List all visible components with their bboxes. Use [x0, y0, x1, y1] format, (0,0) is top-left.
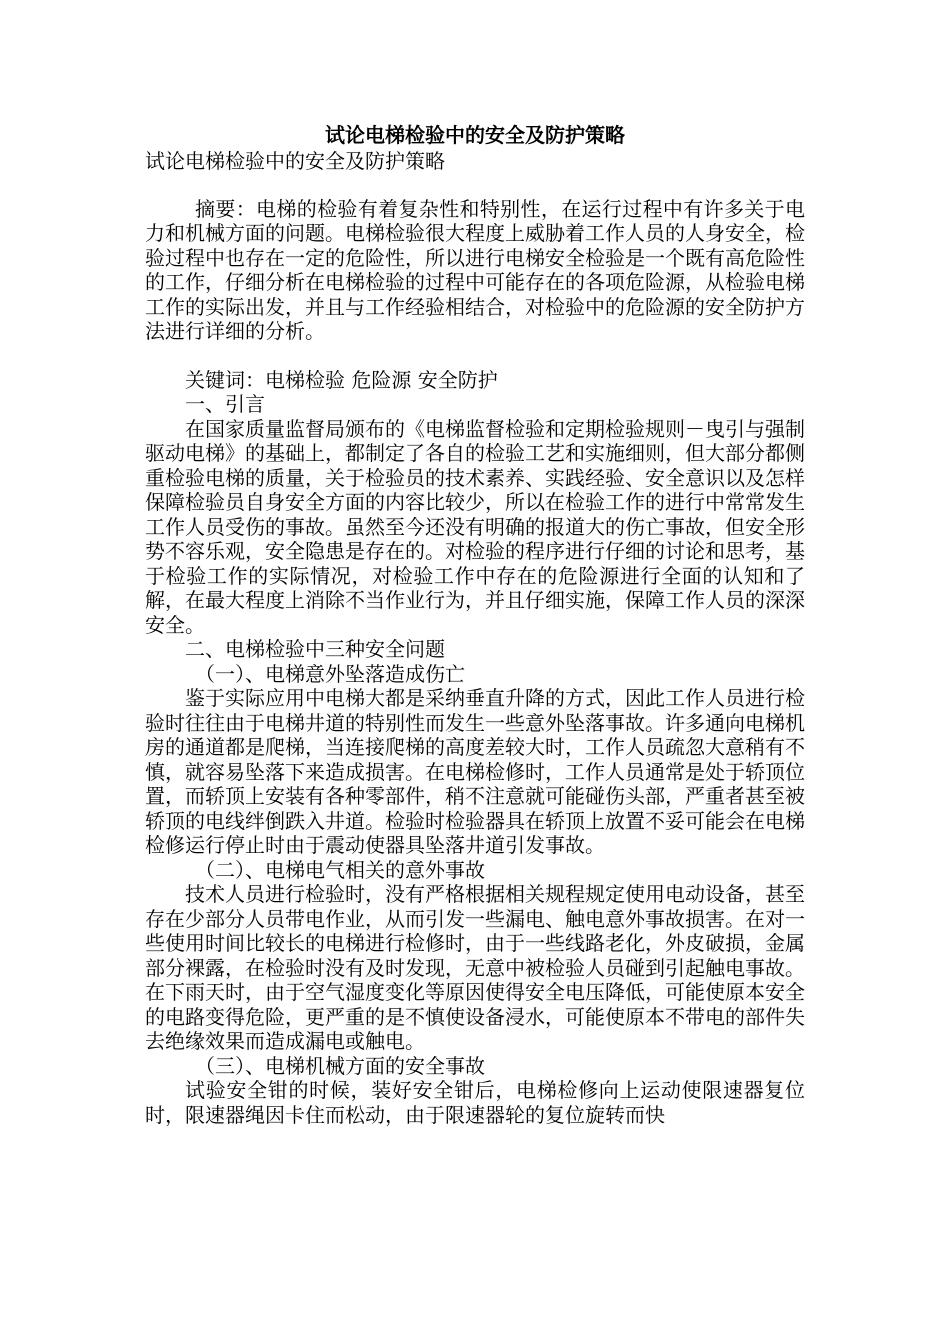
- document-title: 试论电梯检验中的安全及防护策略: [325, 123, 625, 147]
- abstract-paragraph: 摘要：电梯的检验有着复杂性和特别性，在运行过程中有许多关于电力和机械方面的问题。电梯检验很大程度上威胁着工作人员的人身安全，检验过程中也存在一定的危险性，所以进行电梯安全检验是一个既有高危险性的工作，仔细分析在电梯检验的过程中可能存在的各项危险源，从检验电梯工作的实际出发，并且与工作经验相结合，对检验中的危险源的安全防护方法进行详细的分析。: [145, 196, 805, 343]
- subsection-heading-electrical: （二）、电梯电气相关的意外事故: [195, 857, 485, 882]
- falls-paragraph: 鉴于实际应用中电梯大都是采纳垂直升降的方式，因此工作人员进行检验时往往由于电梯井道的特别性而发生一些意外坠落事故。许多通向电梯机房的通道都是爬梯，当连接爬梯的高度差较大时，工作人员疏忽大意稍有不慎，就容易坠落下来造成损害。在电梯检修时，工作人员通常是处于轿顶位置，而轿顶上安装有各种零部件，稍不注意就可能碰伤头部，严重者甚至被轿顶的电线绊倒跌入井道。检验时检验器具在轿顶上放置不妥可能会在电梯检修运行停止时由于震动使器具坠落井道引发事故。: [145, 686, 805, 857]
- section-heading-introduction: 一、引言: [185, 392, 265, 416]
- document-page: [145, 121, 805, 1127]
- document-subtitle: 试论电梯检验中的安全及防护策略: [145, 149, 445, 173]
- mechanical-paragraph: 试验安全钳的时候，装好安全钳后，电梯检修向上运动使限速器复位时，限速器绳因卡住而松动，由于限速器轮的复位旋转而快: [145, 1078, 805, 1127]
- introduction-paragraph: 在国家质量监督局颁布的《电梯监督检验和定期检验规则－曳引与强制驱动电梯》的基础上，都制定了各自的检验工艺和实施细则，但大部分都侧重检验电梯的质量，关于检验员的技术素养、实践经验、安全意识以及怎样保障检验员自身安全方面的内容比较少，所以在检验工作的进行中常常发生工作人员受伤的事故。虽然至今还没有明确的报道大的伤亡事故，但安全形势不容乐观，安全隐患是存在的。对检验的程序进行仔细的讨论和思考，基于检验工作的实际情况，对检验工作中存在的危险源进行全面的认知和了解，在最大程度上消除不当作业行为，并且仔细实施，保障工作人员的深深安全。: [145, 416, 805, 637]
- keywords-line: 关键词：电梯检验 危险源 安全防护: [185, 367, 498, 392]
- electrical-paragraph: 技术人员进行检验时，没有严格根据相关规程规定使用电动设备，甚至存在少部分人员带电作业，从而引发一些漏电、触电意外事故损害。在对一些使用时间比较长的电梯进行检修时，由于一些线路老化，外皮破损，金属部分裸露，在检验时没有及时发现，无意中被检验人员碰到引起触电事故。在下雨天时，由于空气湿度变化等原因使得安全电压降低，可能使原本安全的电路变得危险，更严重的是不慎使设备浸水，可能使原本不带电的部件失去绝缘效果而造成漏电或触电。: [145, 882, 805, 1053]
- section-heading-safety-issues: 二、电梯检验中三种安全问题: [185, 637, 445, 661]
- subsection-heading-falls: （一）、电梯意外坠落造成伤亡: [195, 661, 465, 686]
- subsection-heading-mechanical: （三）、电梯机械方面的安全事故: [195, 1053, 485, 1078]
